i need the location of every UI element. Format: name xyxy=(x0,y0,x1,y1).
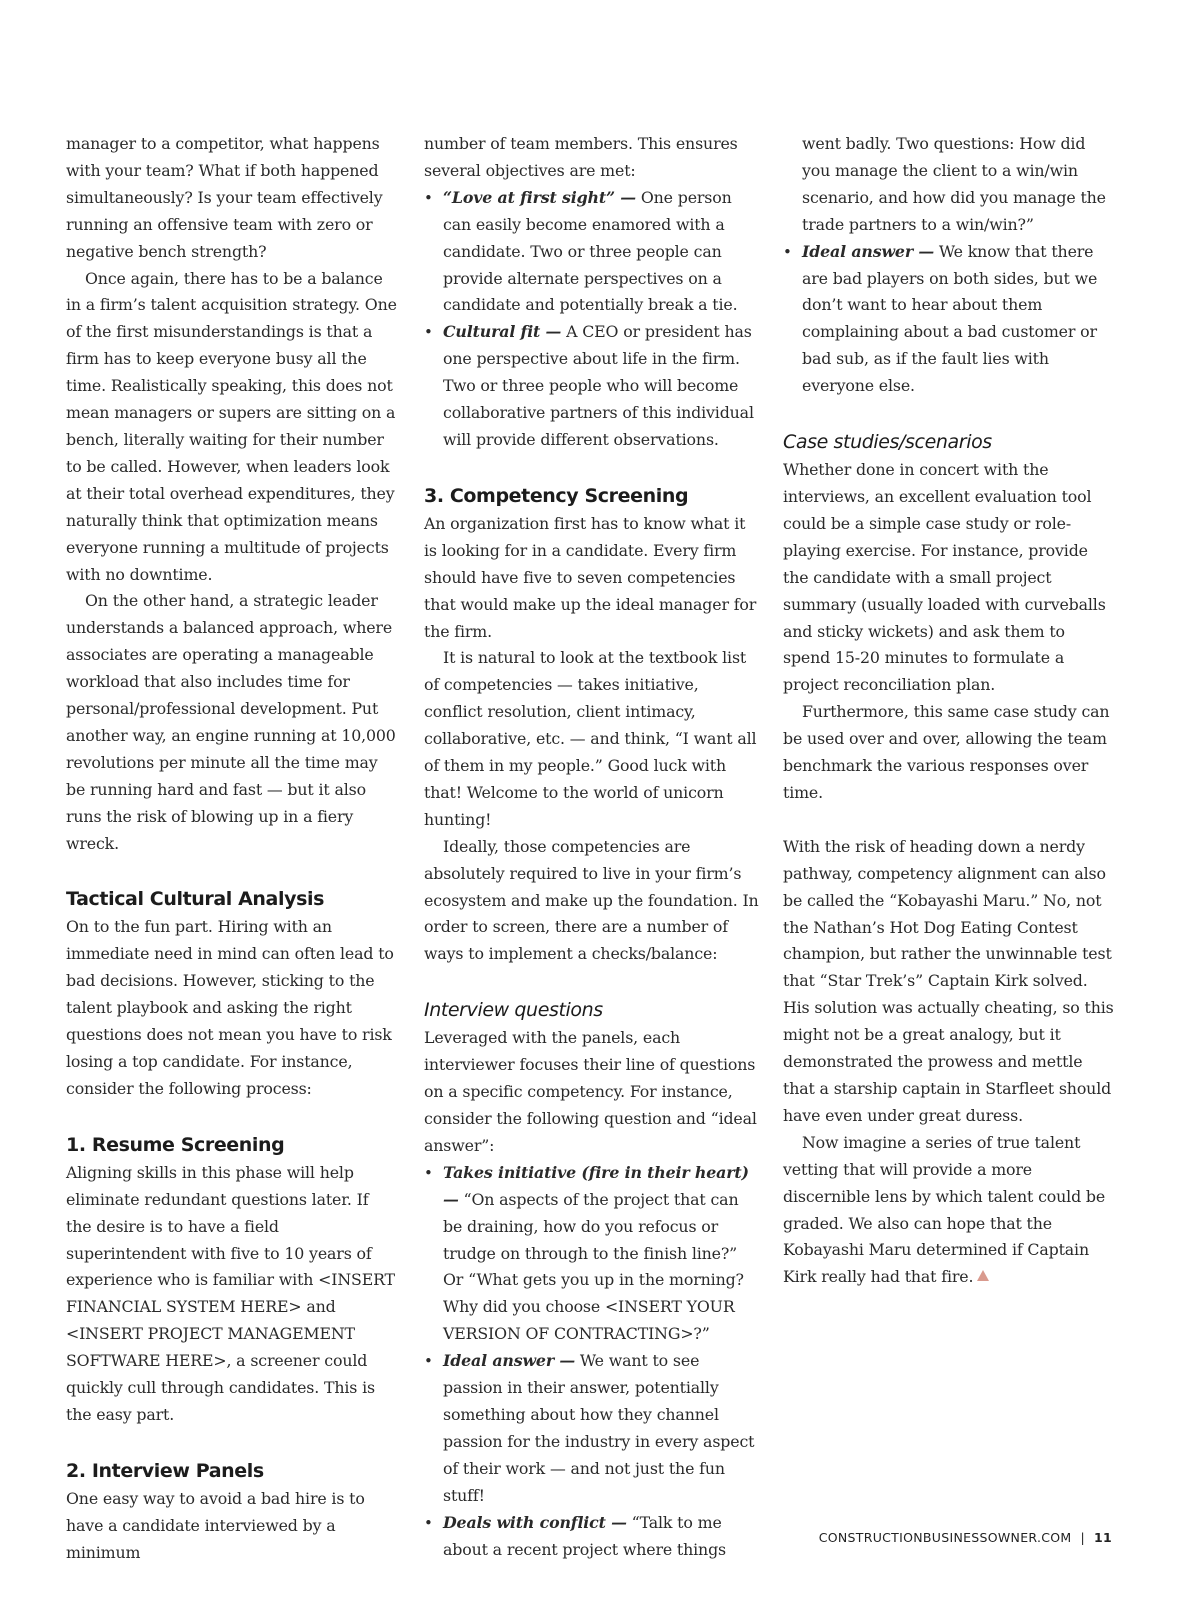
heading-tactical-cultural-analysis: Tactical Cultural Analysis xyxy=(66,888,324,911)
column-left xyxy=(66,131,398,1567)
bullet-list xyxy=(424,1160,760,1564)
list-item xyxy=(424,1348,760,1509)
bullet-list xyxy=(424,185,760,454)
paragraph: Furthermore, this same case study can be used over and over, allowing the team benchmark the various responses over time. xyxy=(783,702,1110,802)
heading-competency-screening: 3. Competency Screening xyxy=(424,484,689,507)
bullet-lead: Cultural fit — xyxy=(443,322,562,342)
paragraph: On the other hand, a strategic leader understands a balanced approach, where associates are operating a manageable workload that also includes time for personal/professional development. Put another way, an engine running at 10,000 revolutions per minute all the time may be running hard and fast — but it also runs the risk of blowing up in a fiery wreck. xyxy=(66,591,396,853)
paragraph-spacer xyxy=(783,807,1115,834)
footer-site: CONSTRUCTIONBUSINESSOWNER.COM xyxy=(818,1530,1072,1545)
column-middle xyxy=(424,131,760,1563)
bullet-text: “Talk to me about a recent project where things xyxy=(443,1512,726,1559)
page-footer xyxy=(819,1530,1112,1545)
paragraph: number of team members. This ensures several objectives are met: xyxy=(424,134,738,180)
bullet-text: We know that there are bad players on both sides, but we don’t want to hear about them complaining about a bad customer or bad sub, as if the fault lies with everyone else. xyxy=(802,241,1098,396)
paragraph: With the risk of heading down a nerdy pathway, competency alignment can also be called the “Kobayashi Maru.” No, not the Nathan’s Hot Dog Eating Contest champion, but rather the unwinnable test that “Star Trek’s” Captain Kirk solved. His solution was actually cheating, so this might not be a great analogy, but it demonstrated the prowess and mettle that a starship captain in Starfleet should have even under great duress. xyxy=(783,836,1114,1125)
heading-interview-panels: 2. Interview Panels xyxy=(66,1459,264,1482)
paragraph: Whether done in concert with the interviews, an excellent evaluation tool could be a simple case study or role-playing exercise. For instance, provide the candidate with a small project summary (usually loaded with curveballs and sticky wickets) and ask them to spend 15-20 minutes to formulate a project reconciliation plan. xyxy=(783,460,1106,695)
bullet-text: went badly. Two questions: How did you manage the client to a win/win scenario, and how did you manage the trade partners to a win/win?” xyxy=(802,134,1106,234)
paragraph: Ideally, those competencies are absolutely required to live in your firm’s ecosystem and make up the foundation. In order to screen, there are a number of ways to implement a checks/balance: xyxy=(424,836,759,964)
bullet-lead: Ideal answer — xyxy=(802,241,935,261)
subheading-interview-questions: Interview questions xyxy=(424,999,603,1022)
bullet-lead: Ideal answer — xyxy=(443,1351,576,1371)
paragraph-final xyxy=(783,1130,1115,1291)
heading-resume-screening: 1. Resume Screening xyxy=(66,1133,285,1156)
bullet-lead: “Love at first sight” — xyxy=(443,187,636,207)
bullet-text: A CEO or president has one perspective about life in the firm. Two or three people who will become collaborative partners of this individual will provide different observations. xyxy=(443,322,754,449)
list-item xyxy=(424,1510,760,1564)
paragraph: Once again, there has to be a balance in a firm’s talent acquisition strategy. One of the first misunderstandings is that a firm has to keep everyone busy all the time. Realistically speaking, this does not mean managers or supers are sitting on a bench, literally waiting for their number to be called. However, when leaders look at their total overhead expenditures, they naturally think that optimization means everyone running a multitude of projects with no downtime. xyxy=(66,268,397,584)
bullet-list xyxy=(783,131,1115,400)
page-number: 11 xyxy=(1094,1530,1112,1545)
paragraph: manager to a competitor, what happens with your team? What if both happened simultaneously? Is your team effectively running an offensive team with zero or negative bench strength? xyxy=(66,134,383,261)
paragraph: Aligning skills in this phase will help eliminate redundant questions later. If the desire is to have a field superintendent with five to 10 years of experience who is familiar with <INSERT FINANCIAL SYSTEM HERE> and <INSERT PROJECT MANAGEMENT SOFTWARE HERE>, a screener could quickly cull through candidates. This is the easy part. xyxy=(66,1162,395,1424)
list-item-continued xyxy=(783,131,1115,239)
bullet-text: We want to see passion in their answer, potentially something about how they channel passion for the industry in every aspect of their work — and not just the fun stuff! xyxy=(443,1351,755,1505)
triangle-end-mark-icon xyxy=(977,1270,989,1281)
list-item xyxy=(783,239,1115,400)
paragraph: One easy way to avoid a bad hire is to have a candidate interviewed by a minimum xyxy=(66,1488,365,1562)
bullet-text: “On aspects of the project that can be draining, how do you refocus or trudge on through to the finish line?” Or “What gets you up in the morning? Why did you choose <INSERT YOUR VERSION OF CONTRACTING>?” xyxy=(443,1189,744,1344)
footer-separator: | xyxy=(1080,1530,1085,1545)
paragraph: Leveraged with the panels, each interviewer focuses their line of questions on a specific competency. For instance, consider the following question and “ideal answer”: xyxy=(424,1028,757,1155)
subheading-case-studies: Case studies/scenarios xyxy=(783,431,992,454)
bullet-lead: Deals with conflict — xyxy=(443,1512,627,1532)
list-item xyxy=(424,185,760,320)
paragraph: It is natural to look at the textbook list of competencies — takes initiative, conflict resolution, client intimacy, collaborative, etc. — and think, “I want all of them in my people.” Good luck with that! Welcome to the world of unicorn hunting! xyxy=(424,648,757,829)
paragraph: An organization first has to know what it is looking for in a candidate. Every firm should have five to seven competencies that would make up the ideal manager for the firm. xyxy=(424,513,757,641)
bullet-lead: Takes initiative (fire in their heart) — xyxy=(443,1162,749,1209)
paragraph-text: Now imagine a series of true talent vetting that will provide a more discernible lens by which talent could be graded. We also can hope that the Kobayashi Maru determined if Captain Kirk really had that fire. xyxy=(783,1132,1106,1287)
paragraph: On to the fun part. Hiring with an immediate need in mind can often lead to bad decisions. However, sticking to the talent playbook and asking the right questions does not mean you have to risk losing a top candidate. For instance, consider the following process: xyxy=(66,917,394,1098)
bullet-text: One person can easily become enamored with a candidate. Two or three people can provide alternate perspectives on a candidate and potentially break a tie. xyxy=(443,187,738,315)
column-right xyxy=(783,131,1115,1291)
list-item xyxy=(424,319,760,454)
list-item xyxy=(424,1160,760,1348)
